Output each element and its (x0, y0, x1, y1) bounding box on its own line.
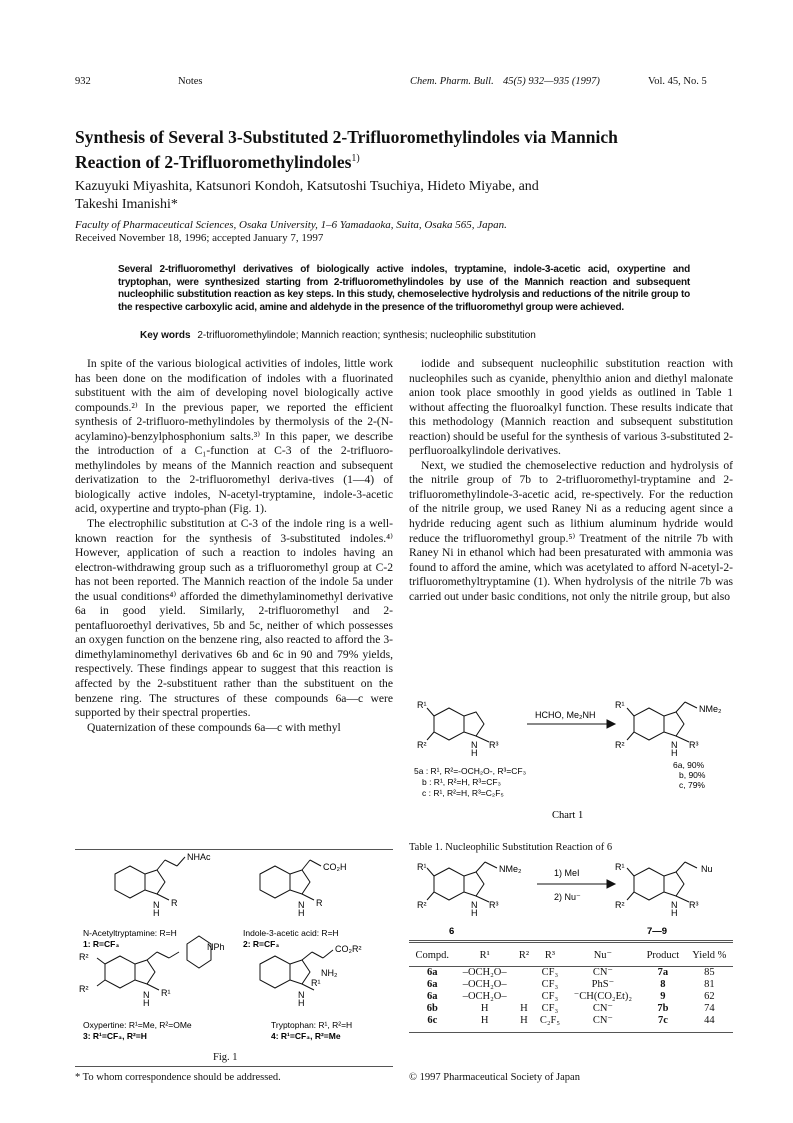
table-cell: 8 (660, 978, 666, 990)
step-2-label: 2) Nu⁻ (554, 892, 581, 902)
nh2-label: NH₂ (321, 968, 338, 978)
h-label: H (298, 908, 305, 918)
received-dates: Received November 18, 1996; accepted January 7, 1997 (75, 232, 324, 244)
compound-4-sub: 4: R¹=CF₃, R²=Me (271, 1031, 341, 1041)
paragraph: In spite of the various biological activities of indoles, little work has been done on the modification of indoles with a fluorinated substituent with the aim of developing novel biologically active compounds.²⁾ In the previous paper, we reported the efficient synthesis of 2-trifluoro-methylindoles by thermolysis of the 2-(N-acylamino)-benzylphosphonium salts.³⁾ In this paper, we describe the introduction of a C₁-function at C-3 of the 2-trifluoro-methylindoles by means of the Mannich reaction and subsequent derivatization to the 2-trifluoromethyl deriva-tives (1—4) of biologically active indoles, N-acetyl-tryptamine, indole-3-acetic acid, oxypertine and trypto-phan (Fig. 1). (75, 357, 393, 516)
table-1 (409, 944, 733, 1026)
pyrrole-ring (664, 712, 684, 736)
co2r2-label: CO₂R² (335, 944, 362, 954)
start-compound-label: 6 (449, 926, 455, 937)
table-cell: CF₃ (541, 978, 559, 990)
compound-3-name: Oxypertine: R¹=Me, R²=OMe (83, 1020, 192, 1030)
header-cell: R² (518, 949, 530, 961)
table-row (409, 978, 733, 990)
n-label: N (298, 900, 305, 910)
table-cell: CF₃ (541, 966, 559, 978)
authors-line-2: Takeshi Imanishi* (75, 197, 178, 212)
table-row (409, 1014, 733, 1026)
paragraph: iodide and subsequent nucleophilic substitution reaction with nucleophiles such as cyanide, phenylthio anion and diethyl malonate anion took place smoothly in good yields as outlined in Table 1 without affecting the fluoroalkyl function. These results indicate that this methodology (Mannich reaction and subsequent substitution reaction) should be useful for the synthesis of various 3-substituted 2-perfluoroalkylindole derivatives. (409, 357, 733, 458)
table-cell (514, 966, 534, 978)
piperazine-ring (187, 936, 211, 968)
h-label: H (298, 998, 305, 1008)
table-1-scheme (409, 858, 733, 938)
nu-label: Nu (701, 864, 713, 874)
authors-line-1: Kazuyuki Miyashita, Katsunori Kondoh, Katsutoshi Tsuchiya, Hideto Miyabe, and (75, 179, 539, 194)
chart-caption: Chart 1 (552, 810, 584, 821)
r1-label: R¹ (311, 978, 321, 988)
table-rule-top (409, 940, 733, 941)
header-cell: Product (646, 949, 680, 961)
nhac-label: NHAc (187, 852, 211, 862)
abstract: Several 2-trifluoromethyl derivatives of biologically active indoles, tryptamine, indole-3-acetic acid, oxypertine and tryptophan, were synthesized starting from 2-trifluoromethylindoles by use of the Mannich reaction and subsequent nucleophilic substitution reaction as key steps. In this study, chemoselective hydrolysis and reductions of the nitrile group to the respective carboxylic acid, amine and aldehyde in the presence of the trifluoromethyl group were achieved. (118, 264, 690, 313)
compound-1-name: N-Acetyltryptamine: R=H (83, 928, 177, 938)
footnote-rule (75, 1066, 393, 1067)
table-row (409, 990, 733, 1002)
journal-name: Chem. Pharm. Bull. (410, 76, 494, 87)
nme2-label: NMe₂ (499, 864, 522, 874)
step-1-label: 1) MeI (554, 868, 580, 878)
table-rule-top (409, 942, 733, 943)
page-number: 932 (75, 76, 91, 87)
yield-6b: b, 90% (679, 770, 706, 780)
copyright: © 1997 Pharmaceutical Society of Japan (409, 1072, 580, 1083)
co2h-label: CO₂H (323, 862, 347, 872)
journal-citation: 45(5) 932—935 (1997) (503, 76, 600, 87)
header-cell: R¹ (479, 949, 490, 961)
n-label: N (143, 990, 150, 1000)
table-cell: 85 (704, 966, 715, 978)
table-cell: 6a (427, 978, 438, 990)
h-label: H (153, 908, 160, 918)
table-cell: CF₃ (541, 1002, 559, 1014)
table-cell: 62 (704, 990, 715, 1002)
nme2-label: NMe₂ (699, 704, 722, 714)
keywords-label: Key words (140, 330, 191, 341)
reagents-label: HCHO, Me₂NH (535, 710, 596, 720)
table-row (409, 1002, 733, 1014)
yield-6c: c, 79% (679, 780, 705, 790)
table-cell: CN⁻ (592, 1015, 613, 1026)
table-cell: H (480, 1014, 489, 1026)
header-cell: R³ (544, 949, 555, 961)
r3-label: R³ (689, 900, 699, 910)
h-label: H (671, 748, 678, 758)
chart-1-scheme (409, 698, 733, 822)
table-1-reaction (409, 858, 733, 938)
header-cell: Nu⁻ (593, 950, 613, 961)
compound-3-sub: 3: R¹=CF₃, R²=H (83, 1031, 147, 1041)
figure-1 (75, 852, 393, 1052)
table-cell: H (480, 1002, 489, 1014)
r3-label: R³ (689, 740, 699, 750)
table-header-row (409, 944, 733, 966)
table-cell: 9 (660, 990, 666, 1002)
chart-1 (409, 698, 733, 822)
volume-label: Vol. 45, No. 5 (648, 76, 707, 87)
table-cell: H (520, 1002, 528, 1014)
author-list (75, 178, 735, 214)
figure-top-rule (75, 849, 393, 850)
r1-label: R¹ (161, 988, 171, 998)
title-line-2-text: Reaction of 2-Trifluoromethylindoles (75, 151, 352, 172)
nh-label: N (671, 740, 678, 750)
benzene-ring (634, 708, 664, 740)
right-column (409, 357, 733, 604)
paragraph: The electrophilic substitution at C-3 of the indole ring is a well-known reaction for the synthesis of 3-substituted indoles.⁴⁾ However, application of such a reaction to indoles having an electron-withdrawing group such as a trifluoromethyl group at C-2 has not been reported. The Mannich reaction of the indole 5a under the usual conditions⁴⁾ afforded the dimethylaminomethyl derivative 6a in good yield. Similarly, 2-trifluoromethyl and 2-pentafluoroethyl derivatives, 5b and 5c, neither of which possesses an oxygen function on the benzene ring, also reacted to afford the 3-dimethylaminomethyl derivatives 6b and 6c in 90 and 79% yields, respectively. These findings appear to suggest that this reaction is affected by the 2-substituent rather than the substituent on the benzene ring. The structures of these compounds 6a—c were supported by their spectral properties. (75, 517, 393, 720)
table-1-caption: Table 1. Nucleophilic Substitution Reaction of 6 (409, 842, 613, 853)
title-reference: 1) (351, 153, 360, 164)
table-cell: –OCH₂O– (462, 990, 507, 1002)
benzene-ring (434, 708, 464, 740)
h-label: H (471, 748, 478, 758)
table-row (409, 966, 733, 978)
compound-4-name: Tryptophan: R¹, R²=H (271, 1020, 353, 1030)
table-cell: 81 (704, 978, 715, 990)
table-cell: –OCH₂O– (462, 978, 507, 990)
table-1-grid (409, 944, 733, 1026)
r2-label: R² (79, 952, 89, 962)
r3-label: R³ (489, 740, 499, 750)
r-label: R (171, 898, 178, 908)
header-cell: Compd. (415, 949, 450, 961)
table-cell: –OCH₂O– (462, 966, 507, 978)
table-cell: CF₃ (541, 990, 559, 1002)
table-body (409, 966, 733, 1026)
r2-label: R² (417, 740, 427, 750)
table-cell: 6a (427, 966, 438, 978)
compound-1-sub: 1: R=CF₃ (83, 939, 120, 949)
left-column (75, 357, 393, 735)
title-line-2 (75, 148, 715, 173)
r1-label: R¹ (417, 862, 427, 872)
r-label: R (316, 898, 323, 908)
compound-5c: c : R¹, R²=H, R³=C₂F₅ (422, 788, 504, 798)
table-cell: 7b (657, 1002, 669, 1014)
r2-label: R² (79, 984, 89, 994)
r2-label: R² (417, 900, 427, 910)
table-cell (514, 990, 534, 1002)
nph-label: NPh (207, 942, 225, 952)
table-rule-bottom (409, 1032, 733, 1033)
table-cell: 7a (657, 966, 669, 978)
table-rule-mid (409, 966, 733, 967)
affiliation: Faculty of Pharmaceutical Sciences, Osaka University, 1–6 Yamadaoka, Suita, Osaka 565, Japan. (75, 219, 507, 231)
r1-label: R¹ (615, 862, 625, 872)
article-title (75, 126, 715, 173)
table-cell: 6c (427, 1014, 438, 1026)
yield-6a: 6a, 90% (673, 760, 705, 770)
section-label: Notes (178, 76, 203, 87)
table-cell: 44 (704, 1014, 715, 1026)
h-label: H (671, 908, 678, 918)
keywords-text: 2-trifluoromethylindole; Mannich reaction; synthesis; nucleophilic substitution (197, 330, 536, 341)
r2-label: R² (615, 740, 625, 750)
pyrrole-ring (464, 712, 484, 736)
table-cell: CN⁻ (592, 1003, 613, 1014)
n-label: N (298, 990, 305, 1000)
table-cell: C₂F₅ (539, 1014, 560, 1026)
header-cell: Yield % (692, 949, 727, 961)
title-line-1: Synthesis of Several 3-Substituted 2-Trifluoromethylindoles via Mannich (75, 127, 618, 147)
r3-label: R³ (489, 900, 499, 910)
table-cell: CN⁻ (592, 967, 613, 978)
paragraph: Next, we studied the chemoselective reduction and hydrolysis of the nitrile group of 7b to 2-trifluoromethyl-tryptamine and 2-trifluoromethylindole-3-acetic acid, re-spectively. For the reduction of the nitrile group, we used Raney Ni as a reducing agent since a hydride reducing agent such as lithium aluminum hydride would reduce the trifluoromethyl group.⁵⁾ Treatment of the nitrile 7b with Raney Ni in ethanol which had been presaturated with ammonia was found to afford the amine, which was acetylated to afford N-acetyl-2-trifluoromethyltryptamine (1). When hydrolysis of the nitrile 7b was carried out under basic conditions, not only the nitrile group, but also (409, 458, 733, 603)
h-label: H (471, 908, 478, 918)
table-cell: 7c (657, 1014, 668, 1026)
r1-label: R¹ (417, 700, 427, 710)
compound-2-sub: 2: R=CF₃ (243, 939, 280, 949)
nh-label: N (471, 740, 478, 750)
product-compound-label: 7—9 (647, 926, 668, 937)
n-label: N (153, 900, 160, 910)
table-cell (514, 978, 534, 990)
paragraph: Quaternization of these compounds 6a—c with methyl (87, 720, 341, 734)
figure-1-structures (75, 852, 393, 1052)
figure-caption: Fig. 1 (213, 1052, 238, 1063)
nh-label: N (671, 900, 678, 910)
r1-label: R¹ (615, 700, 625, 710)
table-cell: 6b (426, 1002, 438, 1014)
table-cell: H (520, 1014, 528, 1026)
h-label: H (143, 998, 150, 1008)
compound-2-name: Indole-3-acetic acid: R=H (243, 928, 339, 938)
table-cell: ⁻CH(CO₂Et)₂ (573, 991, 633, 1002)
r2-label: R² (615, 900, 625, 910)
compound-5b: b : R¹, R²=H, R³=CF₃ (422, 777, 502, 787)
table-cell: PhS⁻ (591, 979, 615, 990)
correspondence-note: * To whom correspondence should be addressed. (75, 1072, 281, 1083)
keywords (140, 330, 536, 341)
table-cell: 74 (704, 1002, 715, 1014)
table-cell: 6a (427, 990, 438, 1002)
compound-5a: 5a : R¹, R²=-OCH₂O-, R³=CF₃ (414, 766, 527, 776)
nh-label: N (471, 900, 478, 910)
